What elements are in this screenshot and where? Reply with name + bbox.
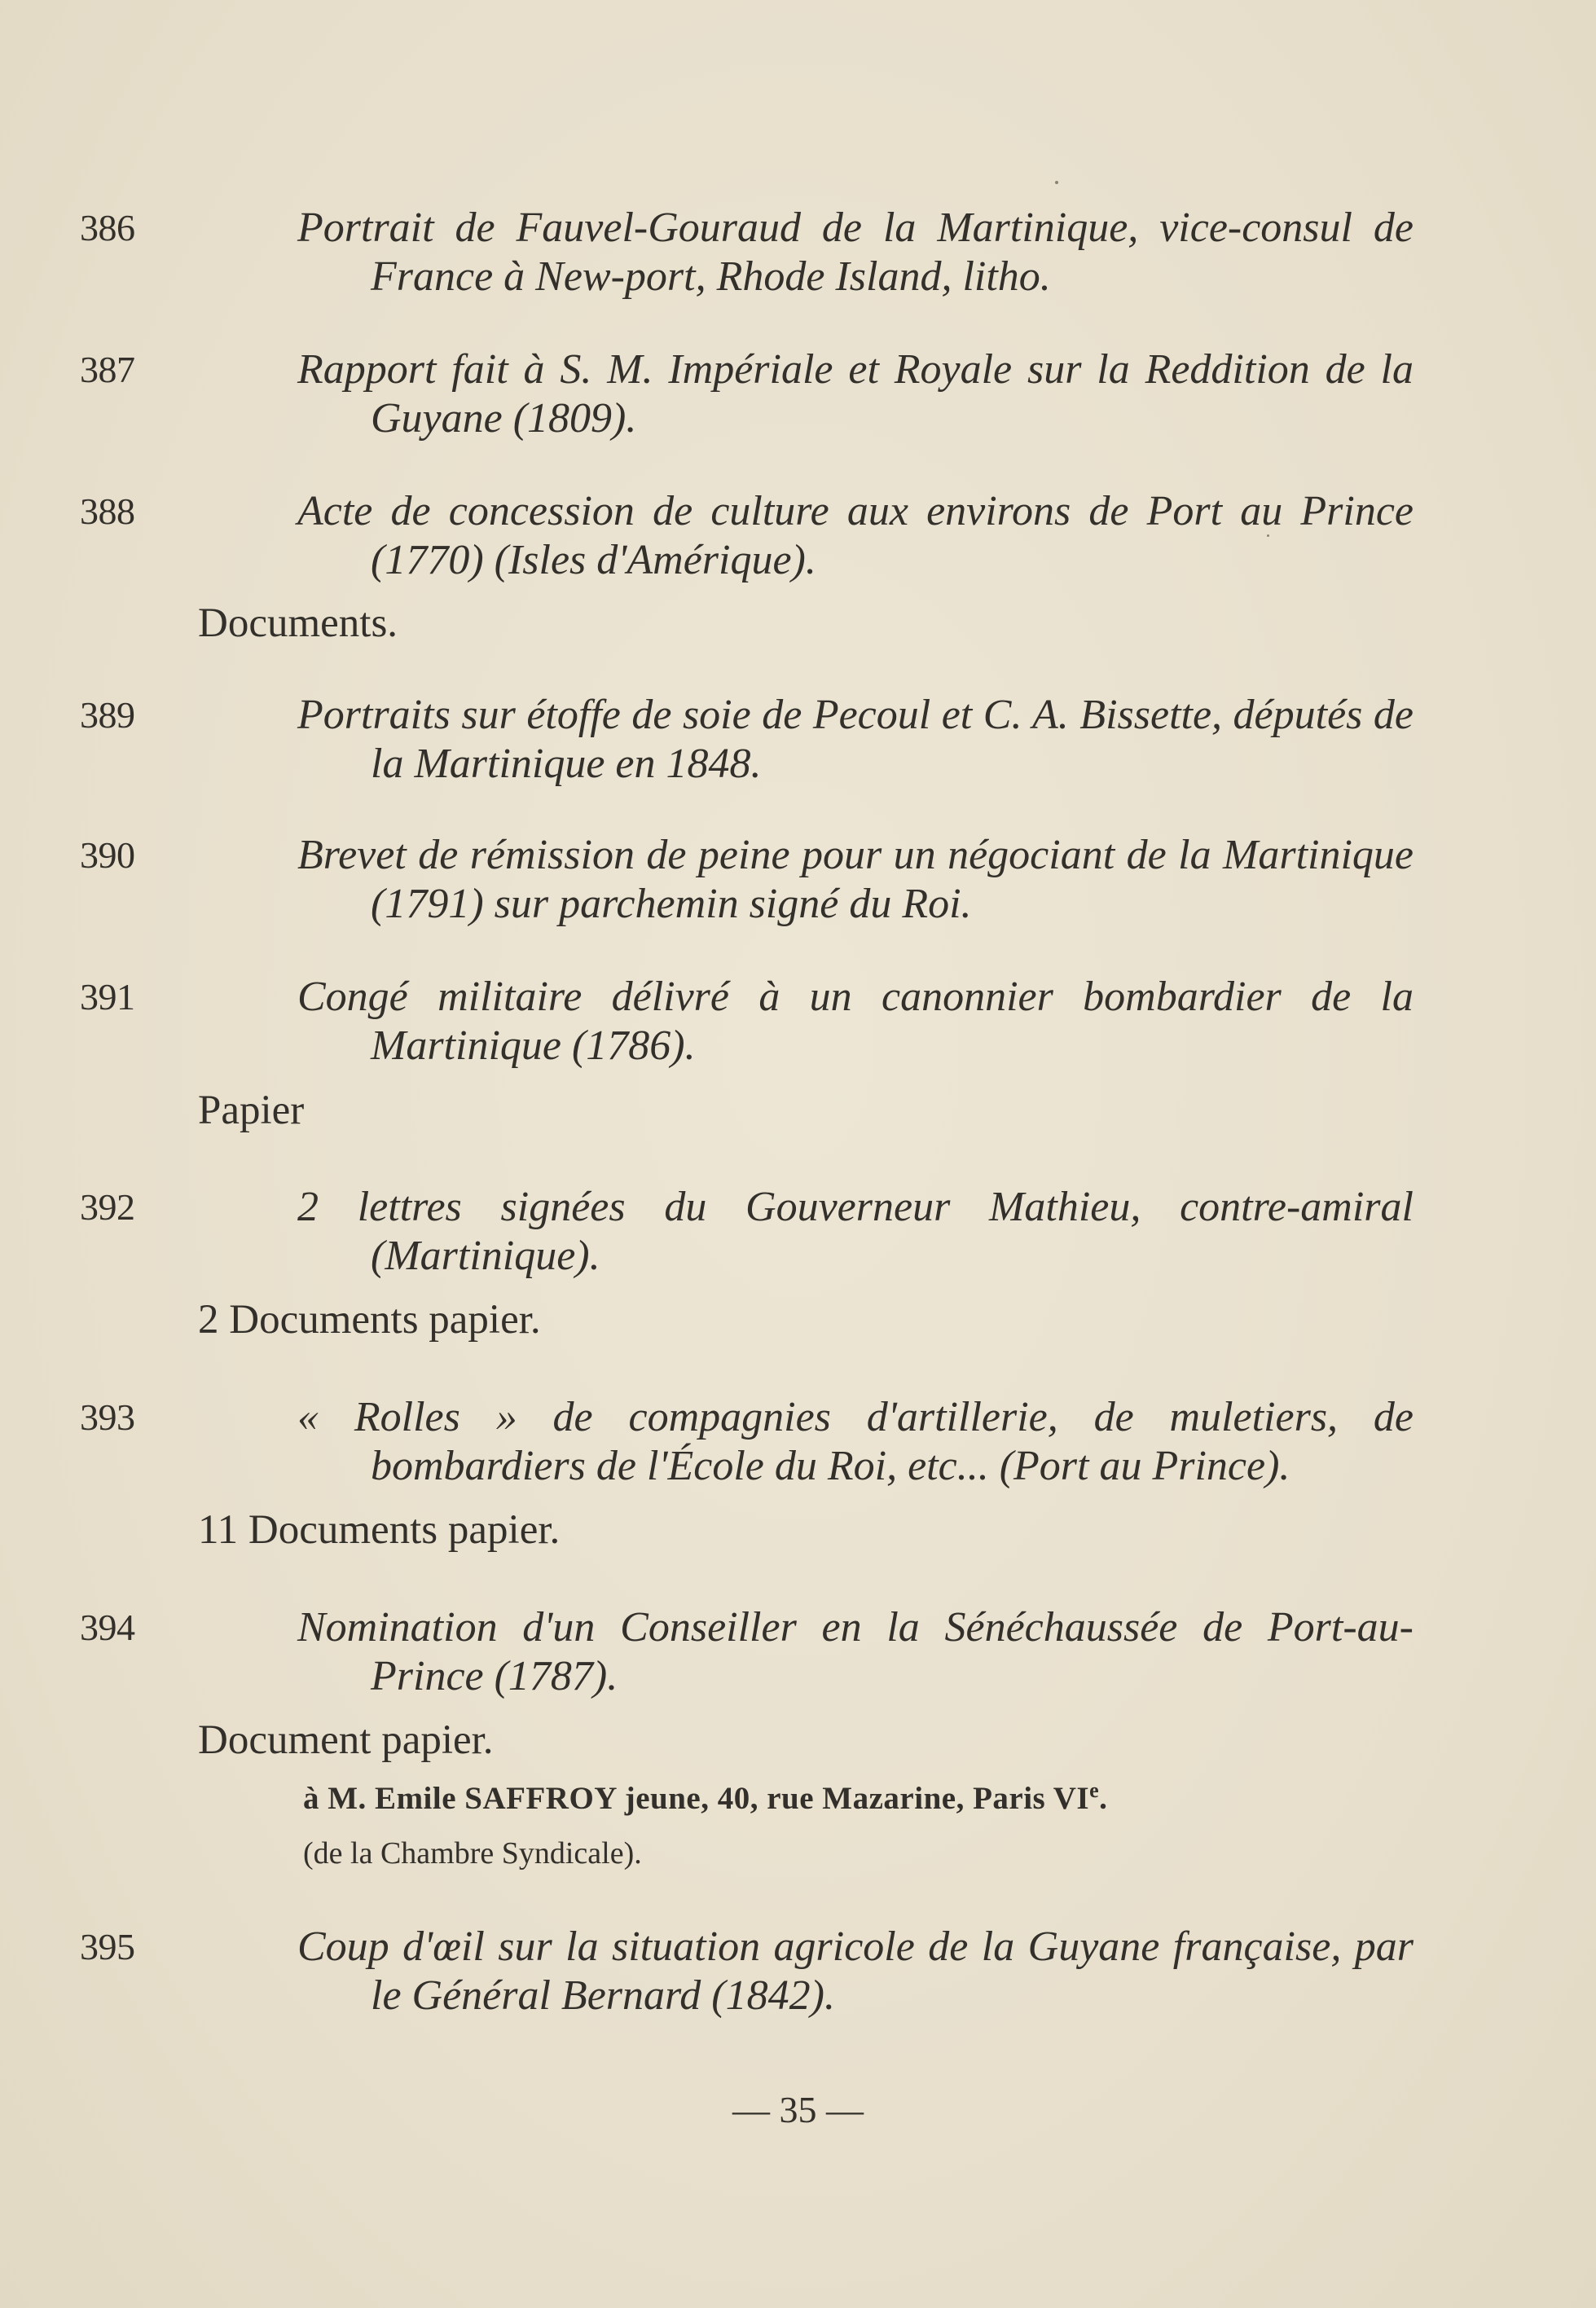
entry-description: « Rolles » de compagnies d'artillerie, de muletiers, de bombardiers de l'École du Roi, etc... (Port au Prince).: [297, 1394, 1414, 1489]
paper-speck: [1055, 181, 1058, 184]
entry-description: 2 lettres signées du Gouverneur Mathieu, contre-amiral (Martinique).: [297, 1184, 1414, 1279]
dealer-affiliation: (de la Chambre Syndicale).: [303, 1836, 642, 1871]
entry-description: Coup d'œil sur la situation agricole de la Guyane française, par le Général Bernard (1842).: [297, 1923, 1414, 2019]
dealer-address-end: .: [1099, 1781, 1108, 1816]
entry-note-392: 2 Documents papier.: [198, 1297, 541, 1343]
entry-description: Congé militaire délivré à un canonnier bombardier de la Martinique (1786).: [297, 974, 1414, 1069]
entry-number: 391: [80, 976, 135, 1018]
dealer-address: [303, 1778, 1107, 1819]
entry-number: 387: [80, 349, 135, 390]
entry-number: 388: [80, 490, 135, 532]
entry-number: 394: [80, 1607, 135, 1648]
entry-description: Acte de concession de culture aux environs de Port au Prince (1770) (Isles d'Amérique).: [297, 488, 1414, 583]
entry-note-393: 11 Documents papier.: [198, 1507, 561, 1553]
entry-description: Brevet de rémission de peine pour un négociant de la Martinique (1791) sur parchemin signé du Roi.: [297, 832, 1414, 927]
entry-note-394: Document papier.: [198, 1717, 494, 1763]
entry-note-388: Documents.: [198, 600, 398, 646]
entry-number: 389: [80, 694, 135, 736]
entry-description: Rapport fait à S. M. Impériale et Royale sur la Reddition de la Guyane (1809).: [297, 346, 1414, 442]
entry-number: 393: [80, 1396, 135, 1438]
entry-number: 395: [80, 1926, 135, 1967]
entry-number: 392: [80, 1186, 135, 1228]
dealer-address-superscript: e: [1089, 1778, 1100, 1802]
entry-number: 386: [80, 207, 135, 248]
entry-number: 390: [80, 834, 135, 876]
page-number: — 35 —: [732, 2089, 864, 2130]
entry-description: Portrait de Fauvel-Gouraud de la Martinique, vice-consul de France à New-port, Rhode Island, litho.: [297, 204, 1414, 300]
entry-description: Portraits sur étoffe de soie de Pecoul et C. A. Bissette, députés de la Martinique en 1848.: [297, 692, 1414, 787]
entry-note-391: Papier: [198, 1088, 305, 1133]
entry-description: Nomination d'un Conseiller en la Sénéchaussée de Port-au-Prince (1787).: [297, 1604, 1414, 1699]
dealer-address-line: à M. Emile SAFFROY jeune, 40, rue Mazarine, Paris VI: [303, 1781, 1090, 1816]
